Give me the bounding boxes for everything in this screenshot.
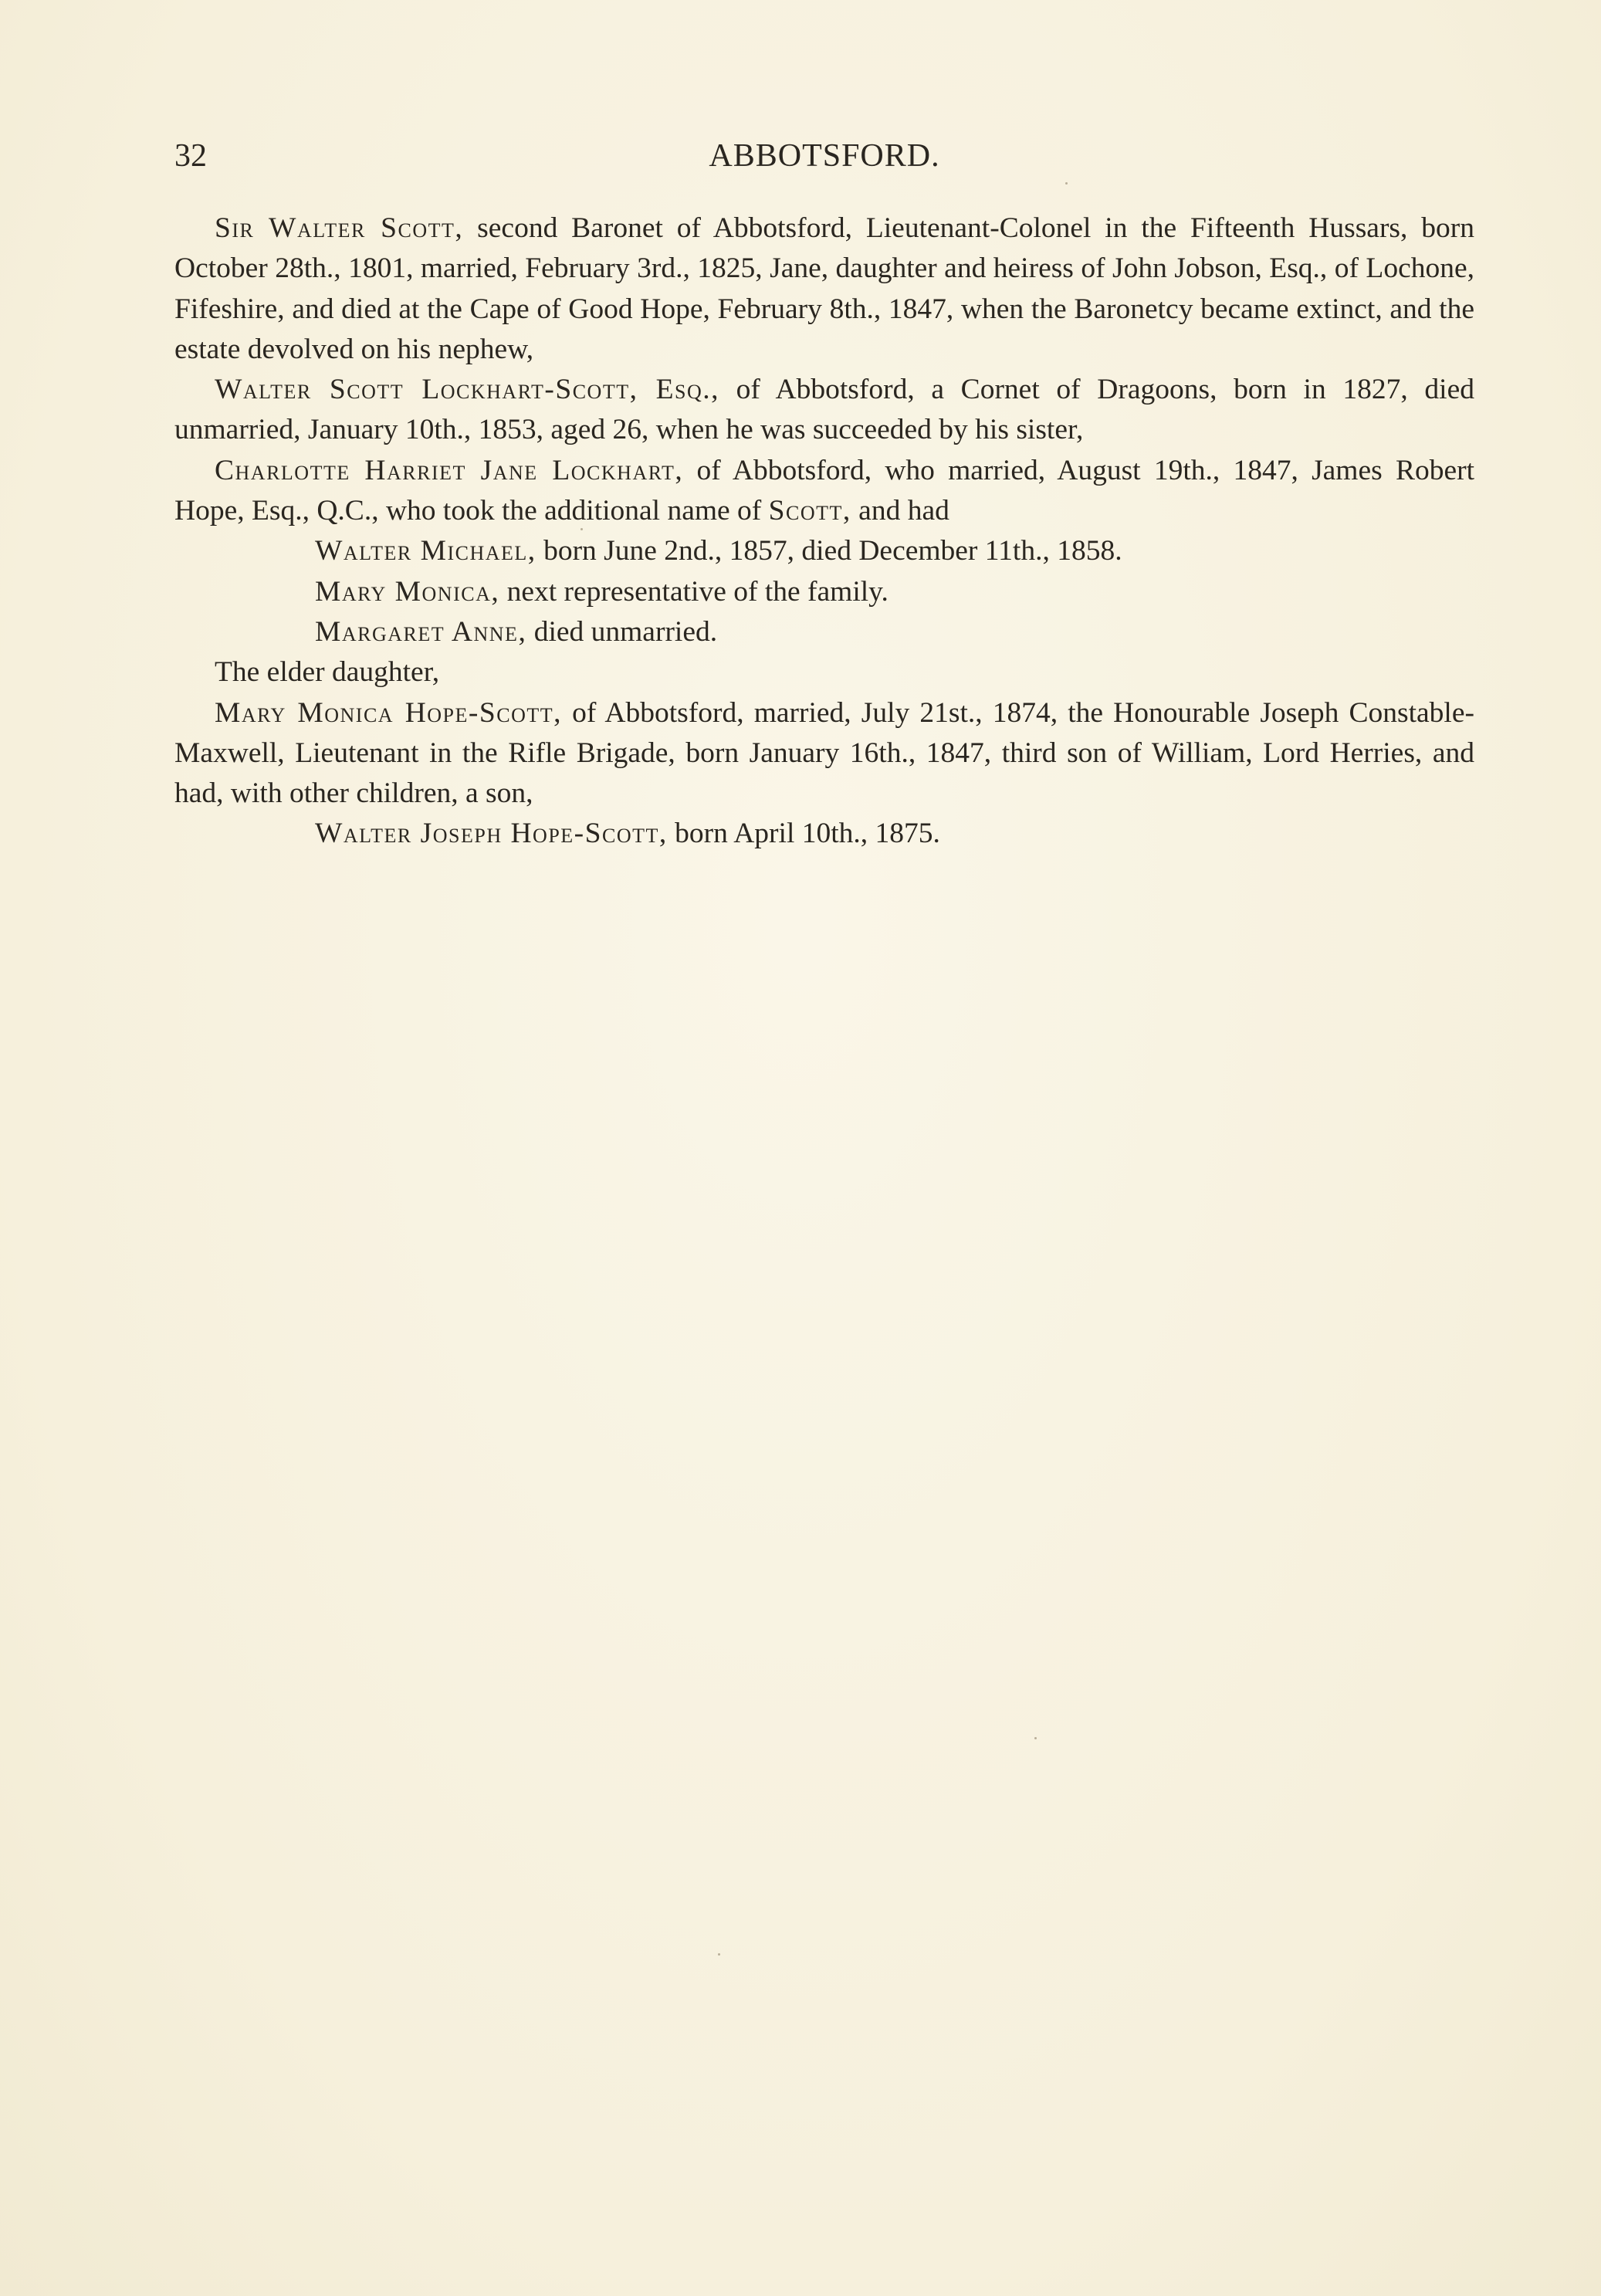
paragraph-text: of Abbotsford, who married, August 19th., 1847, James Robert Hope, Esq., Q.C., who took the additional name of [174, 454, 1475, 527]
mary-monica-entry [174, 572, 1474, 612]
paper-speck [1034, 1737, 1037, 1739]
name-small-caps: Charlotte Harriet Jane Lockhart, [215, 454, 684, 486]
paper-speck [1065, 182, 1068, 185]
name-small-caps: Walter Joseph Hope-Scott, [315, 818, 668, 850]
paragraph-text: The elder daughter, [215, 656, 440, 689]
name-small-caps: Mary Monica, [315, 575, 500, 608]
walter-michael-entry [174, 531, 1474, 571]
paragraph-text: born April 10th., 1875. [667, 818, 940, 850]
margaret-anne-entry [174, 612, 1474, 652]
running-title: ABBOTSFORD. [709, 138, 940, 174]
page-number: 32 [174, 138, 207, 174]
name-small-caps: Walter Michael, [315, 535, 536, 567]
paragraph-text: of Abbotsford, a Cornet of Dragoons, born in 1827, died unmarried, January 10th., 1853, aged 26, when he was succeeded by his sister, [174, 374, 1474, 446]
sir-walter-scott-entry [174, 208, 1474, 370]
genealogy-text [174, 208, 1474, 855]
name-small-caps: Margaret Anne, [315, 615, 527, 648]
walter-joseph-hope-scott-entry [174, 814, 1474, 854]
name-small-caps: Walter Scott Lockhart-Scott, Esq., [215, 374, 720, 406]
paper-speck [718, 1953, 720, 1956]
paragraph-text: born June 2nd., 1857, died December 11th., 1858. [536, 535, 1122, 567]
paper-speck [580, 528, 583, 530]
name-small-caps: Sir Walter Scott, [215, 212, 464, 244]
charlotte-harriet-jane-lockhart-entry [174, 451, 1474, 532]
walter-scott-lockhart-scott-entry [174, 370, 1474, 451]
name-small-caps: Scott, [768, 495, 851, 527]
paragraph-text: next representative of the family. [499, 575, 889, 608]
paragraph-text: of Abbotsford, married, July 21st., 1874, the Honourable Joseph Constable-Maxwell, Lieutenant in the Rifle Brigade, born January 16th., 1847, third son of William, Lord Herries, and had, with other children, a son, [174, 696, 1474, 810]
page-header [174, 133, 1474, 179]
elder-daughter-line [174, 652, 1474, 693]
paragraph-text: and had [851, 495, 949, 527]
name-small-caps: Mary Monica Hope-Scott, [215, 696, 562, 729]
paragraph-text: second Baronet of Abbotsford, Lieutenant-Colonel in the Fifteenth Hussars, born October 28th., 1801, married, February 3rd., 1825, Jane, daughter and heiress of John Jobson, Esq., of Lochone, Fifeshire, and died at the Cape of Good Hope, February 8th., 1847, when the Baronetcy became extinct, and the estate devolved on his nephew, [174, 212, 1475, 365]
paragraph-text: died unmarried. [526, 615, 718, 648]
mary-monica-hope-scott-entry [174, 693, 1474, 814]
